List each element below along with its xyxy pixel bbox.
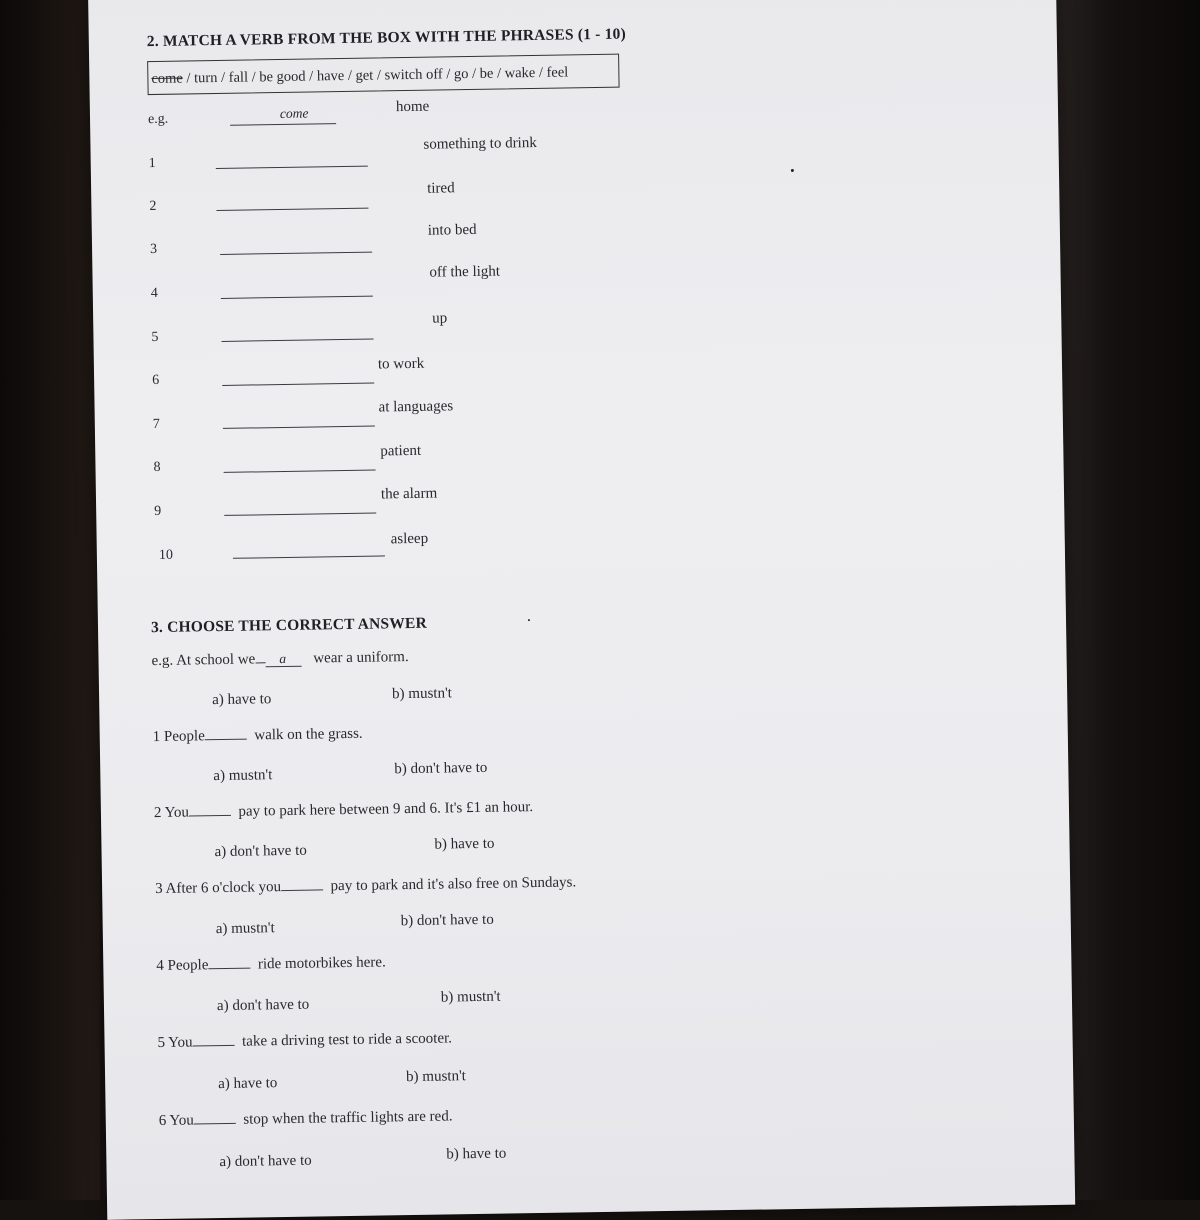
answer-blank: [224, 470, 376, 473]
example-label: e.g.: [147, 111, 169, 128]
background-left: [0, 0, 100, 1200]
background-right: [1050, 0, 1200, 1200]
paper-speck: [528, 619, 530, 621]
item-number: 8: [153, 459, 161, 476]
example-answer: come: [279, 105, 309, 121]
question: 2 You pay to park here between 9 and 6. It's £1 an hour.: [153, 799, 534, 822]
answer-blank: [223, 426, 375, 429]
option-b: b) mustn't: [440, 988, 501, 1006]
question-blank: [205, 727, 247, 741]
option-b: b) mustn't: [405, 1068, 467, 1086]
option-b: b) have to: [434, 835, 495, 853]
item-number: 9: [154, 503, 162, 520]
answer-blank: [222, 383, 374, 386]
section3-title: 3. CHOOSE THE CORRECT ANSWER: [150, 614, 428, 637]
option-b: b) don't have to: [394, 759, 488, 778]
item-phrase: the alarm: [380, 485, 438, 503]
question-blank: [208, 956, 250, 970]
option-b: b) mustn't: [391, 685, 453, 703]
example-answer: a: [265, 651, 302, 668]
item-number: 1: [148, 155, 156, 172]
question: 6 You stop when the traffic lights are red.: [158, 1108, 453, 1130]
option-a: a) don't have to: [216, 996, 310, 1015]
item-phrase: patient: [380, 442, 422, 460]
question-blank: [194, 1111, 236, 1125]
answer-blank: [233, 555, 385, 558]
item-number: 7: [152, 416, 160, 433]
question: 3 After 6 o'clock you pay to park and it's also free on Sundays.: [155, 874, 577, 898]
option-a: a) have to: [212, 691, 272, 709]
item-number: 5: [151, 329, 159, 346]
item-number: 3: [149, 241, 158, 258]
question-blank: [281, 877, 323, 891]
option-a: a) don't have to: [219, 1152, 312, 1171]
item-phrase: up: [432, 310, 448, 327]
question-blank: [192, 1033, 234, 1047]
question: 5 You take a driving test to ride a scooter.: [157, 1030, 453, 1052]
item-phrase: tired: [427, 180, 455, 197]
item-phrase: off the light: [429, 263, 501, 281]
option-a: a) don't have to: [214, 842, 307, 861]
worksheet-page: [88, 0, 1075, 1220]
item-number: 6: [152, 372, 160, 389]
item-phrase: into bed: [427, 221, 477, 239]
item-number: 4: [150, 285, 158, 302]
example-blank: [230, 123, 336, 126]
section2-title: 2. MATCH A VERB FROM THE BOX WITH THE PHRASES (1 - 10): [146, 25, 627, 51]
item-phrase: to work: [377, 355, 425, 373]
option-b: b) have to: [446, 1145, 507, 1163]
item-phrase: asleep: [390, 530, 429, 548]
paper-speck: [791, 169, 794, 172]
example-question: e.g. At school we a wear a uniform.: [151, 649, 409, 670]
verb-box-struck-word: come: [151, 70, 183, 88]
answer-blank: [216, 166, 368, 169]
option-a: a) mustn't: [213, 767, 273, 785]
question-blank: [189, 803, 231, 817]
item-phrase: at languages: [378, 398, 454, 416]
item-phrase: something to drink: [423, 134, 537, 153]
option-a: a) have to: [218, 1075, 278, 1093]
answer-blank: [216, 208, 368, 211]
verb-box: [147, 54, 619, 95]
answer-blank: [222, 339, 374, 342]
example-phrase: home: [395, 98, 430, 116]
question: 1 People walk on the grass.: [152, 725, 363, 746]
answer-blank: [224, 513, 376, 516]
answer-blank: [220, 252, 372, 255]
option-b: b) don't have to: [400, 911, 494, 930]
verb-box-words: / turn / fall / be good / have / get / switch off / go / be / wake / feel: [182, 64, 569, 87]
item-number: 2: [149, 198, 157, 215]
answer-blank: [221, 296, 373, 299]
item-number: 10: [158, 547, 174, 563]
option-a: a) mustn't: [215, 920, 275, 938]
question: 4 People ride motorbikes here.: [156, 954, 386, 975]
